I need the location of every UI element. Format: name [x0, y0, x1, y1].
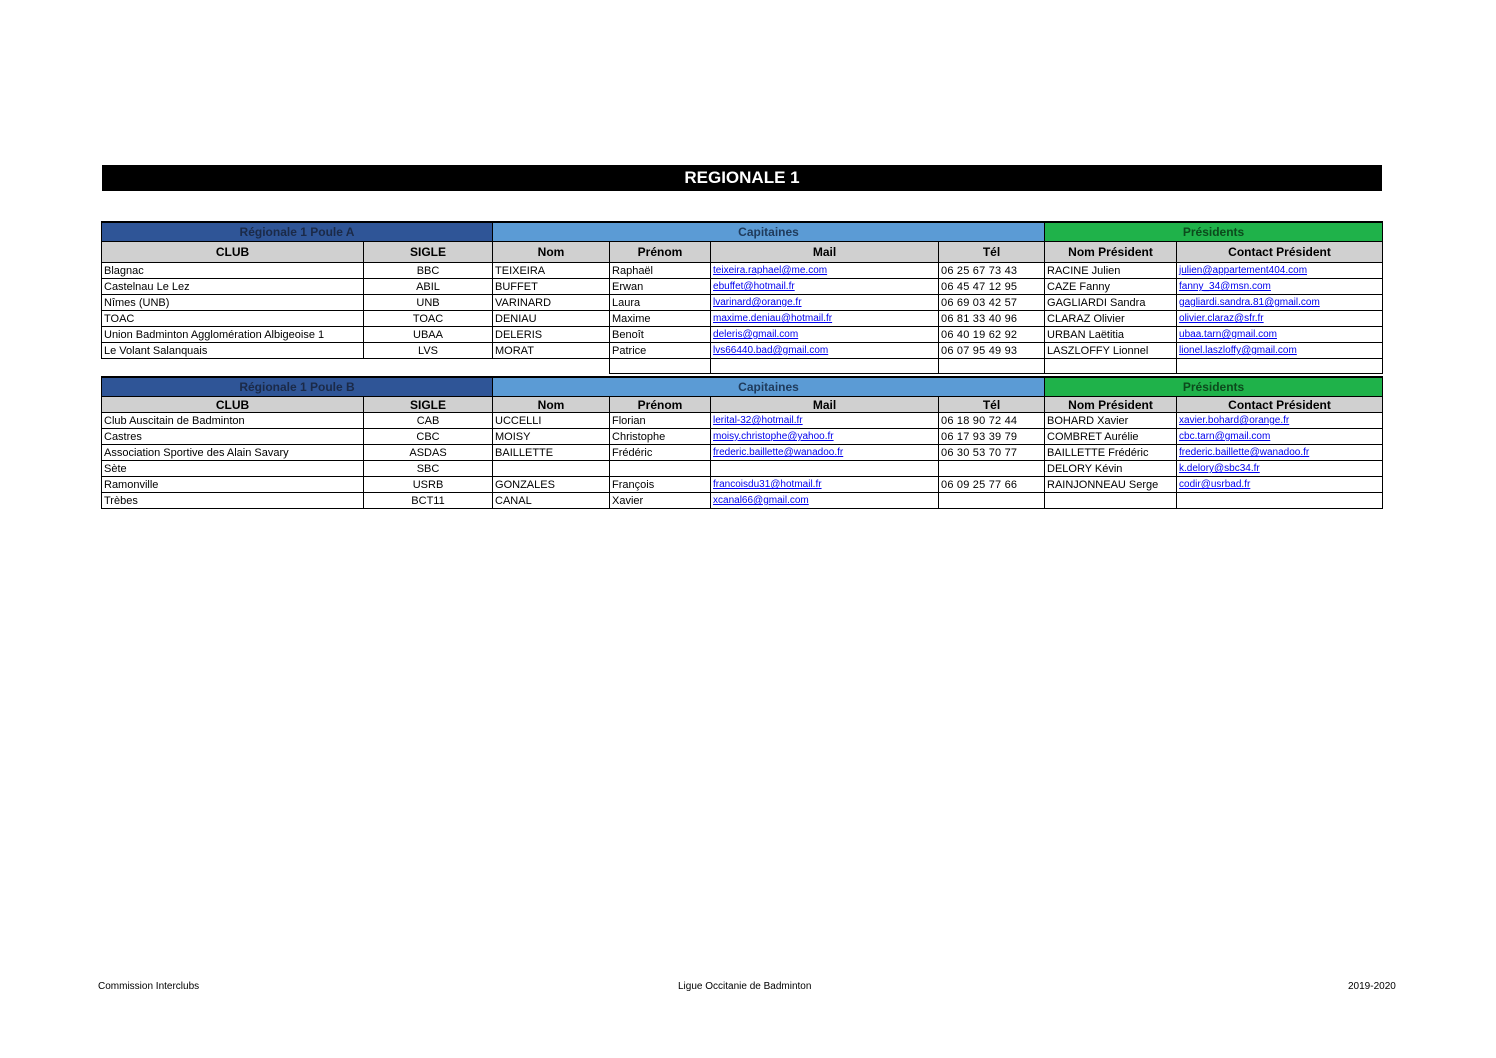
cell-sigle: CBC: [364, 429, 493, 445]
captain-email-link[interactable]: deleris@gmail.com: [713, 329, 799, 340]
cell-club: Castres: [102, 429, 364, 445]
column-header-prenom: Prénom: [610, 242, 711, 263]
column-header-tel: Tél: [939, 397, 1045, 413]
captain-email-link[interactable]: teixeira.raphael@me.com: [713, 265, 828, 276]
column-header-nom-president: Nom Président: [1045, 242, 1177, 263]
cell-prenom: Maxime: [610, 311, 711, 327]
cell-sigle: CAB: [364, 413, 493, 429]
cell-prenom: Xavier: [610, 493, 711, 509]
cell-club: Blagnac: [102, 263, 364, 279]
cell-contact-president: [1177, 343, 1383, 359]
column-header-prenom: Prénom: [610, 397, 711, 413]
cell-club: Nîmes (UNB): [102, 295, 364, 311]
column-header-tel: Tél: [939, 242, 1045, 263]
cell-tel: 06 30 53 70 77: [939, 445, 1045, 461]
cell-nom: GONZALES: [493, 477, 610, 493]
column-header-nom-president: Nom Président: [1045, 397, 1177, 413]
cell-nom: CANAL: [493, 493, 610, 509]
cell-sigle: BBC: [364, 263, 493, 279]
cell-sigle: ABIL: [364, 279, 493, 295]
cell-nom: VARINARD: [493, 295, 610, 311]
cell-mail: [711, 343, 939, 359]
cell-club: Sète: [102, 461, 364, 477]
cell-nom-president: DELORY Kévin: [1045, 461, 1177, 477]
table-row: [102, 263, 1383, 279]
cell-tel: 06 09 25 77 66: [939, 477, 1045, 493]
cell-mail: [711, 445, 939, 461]
poule-b-header: Régionale 1 Poule B: [102, 377, 493, 397]
cell-contact-president: [1177, 461, 1383, 477]
table-row: [102, 295, 1383, 311]
president-email-link[interactable]: olivier.claraz@sfr.fr: [1179, 313, 1264, 324]
captain-email-link[interactable]: frederic.baillette@wanadoo.fr: [713, 447, 844, 458]
cell-mail: [711, 461, 939, 477]
cell-contact-president: [1177, 263, 1383, 279]
cell-sigle: LVS: [364, 343, 493, 359]
cell-nom-president: GAGLIARDI Sandra: [1045, 295, 1177, 311]
cell-sigle: UBAA: [364, 327, 493, 343]
cell-contact-president: [1177, 429, 1383, 445]
cell-nom: TEIXEIRA: [493, 263, 610, 279]
cell-prenom: Christophe: [610, 429, 711, 445]
president-email-link[interactable]: julien@appartement404.com: [1179, 265, 1308, 276]
table-row: [102, 477, 1383, 493]
cell-club: Association Sportive des Alain Savary: [102, 445, 364, 461]
cell-nom-president: RACINE Julien: [1045, 263, 1177, 279]
cell-nom: DENIAU: [493, 311, 610, 327]
column-header-sigle: SIGLE: [364, 242, 493, 263]
president-email-link[interactable]: codir@usrbad.fr: [1179, 479, 1251, 490]
cell-mail: [711, 327, 939, 343]
cell-nom-president: URBAN Laëtitia: [1045, 327, 1177, 343]
presidents-header: Présidents: [1045, 377, 1383, 397]
table-row: [102, 493, 1383, 509]
cell-tel: 06 25 67 73 43: [939, 263, 1045, 279]
poule-a-header: Régionale 1 Poule A: [102, 222, 493, 242]
captain-email-link[interactable]: francoisdu31@hotmail.fr: [713, 479, 822, 490]
cell-prenom: Benoît: [610, 327, 711, 343]
cell-sigle: UNB: [364, 295, 493, 311]
cell-contact-president: [1177, 493, 1383, 509]
cell-mail: [711, 429, 939, 445]
cell-nom-president: [1045, 493, 1177, 509]
cell-contact-president: [1177, 477, 1383, 493]
president-email-link[interactable]: gagliardi.sandra.81@gmail.com: [1179, 297, 1320, 308]
cell-tel: [939, 461, 1045, 477]
cell-prenom: Frédéric: [610, 445, 711, 461]
cell-tel: 06 81 33 40 96: [939, 311, 1045, 327]
cell-tel: 06 40 19 62 92: [939, 327, 1045, 343]
cell-contact-president: [1177, 445, 1383, 461]
cell-tel: [939, 493, 1045, 509]
cell-sigle: USRB: [364, 477, 493, 493]
cell-club: TOAC: [102, 311, 364, 327]
poule-b-table: [101, 376, 1383, 509]
capitaines-header: Capitaines: [493, 222, 1045, 242]
table-row: [102, 461, 1383, 477]
page-title: REGIONALE 1: [102, 165, 1382, 191]
column-header-club: CLUB: [102, 397, 364, 413]
column-header-club: CLUB: [102, 242, 364, 263]
cell-nom: BAILLETTE: [493, 445, 610, 461]
cell-club: Ramonville: [102, 477, 364, 493]
captain-email-link[interactable]: maxime.deniau@hotmail.fr: [713, 313, 833, 324]
cell-nom: MORAT: [493, 343, 610, 359]
president-email-link[interactable]: cbc.tarn@gmail.com: [1179, 431, 1271, 442]
cell-tel: 06 18 90 72 44: [939, 413, 1045, 429]
footer-season: 2019-2020: [1348, 981, 1396, 992]
cell-nom: MOISY: [493, 429, 610, 445]
captain-email-link[interactable]: lerital-32@hotmail.fr: [713, 415, 803, 426]
president-email-link[interactable]: fanny_34@msn.com: [1179, 281, 1271, 292]
column-header-nom: Nom: [493, 242, 610, 263]
cell-nom-president: CLARAZ Olivier: [1045, 311, 1177, 327]
cell-mail: [711, 263, 939, 279]
column-header-contact-president: Contact Président: [1177, 397, 1383, 413]
cell-tel: 06 17 93 39 79: [939, 429, 1045, 445]
captain-email-link[interactable]: xcanal66@gmail.com: [713, 495, 809, 506]
cell-prenom: Erwan: [610, 279, 711, 295]
cell-club: Union Badminton Agglomération Albigeoise 1: [102, 327, 364, 343]
poule-a-table: [101, 221, 1383, 374]
cell-mail: [711, 311, 939, 327]
cell-mail: [711, 493, 939, 509]
captain-email-link[interactable]: moisy.christophe@yahoo.fr: [713, 431, 834, 442]
footer-ligue: Ligue Occitanie de Badminton: [678, 981, 812, 992]
cell-nom: UCCELLI: [493, 413, 610, 429]
president-email-link[interactable]: k.delory@sbc34.fr: [1179, 463, 1260, 474]
president-email-link[interactable]: xavier.bohard@orange.fr: [1179, 415, 1290, 426]
cell-tel: 06 07 95 49 93: [939, 343, 1045, 359]
captain-email-link[interactable]: ebuffet@hotmail.fr: [713, 281, 795, 292]
cell-club: Le Volant Salanquais: [102, 343, 364, 359]
cell-sigle: SBC: [364, 461, 493, 477]
cell-sigle: ASDAS: [364, 445, 493, 461]
table-row: [102, 279, 1383, 295]
cell-mail: [711, 295, 939, 311]
cell-nom: [493, 461, 610, 477]
column-header-contact-president: Contact Président: [1177, 242, 1383, 263]
presidents-header: Présidents: [1045, 222, 1383, 242]
cell-contact-president: [1177, 311, 1383, 327]
president-email-link[interactable]: frederic.baillette@wanadoo.fr: [1179, 447, 1310, 458]
cell-mail: [711, 477, 939, 493]
president-email-link[interactable]: ubaa.tarn@gmail.com: [1179, 329, 1277, 340]
president-email-link[interactable]: lionel.laszloffy@gmail.com: [1179, 345, 1297, 356]
table-row: [102, 429, 1383, 445]
cell-tel: 06 69 03 42 57: [939, 295, 1045, 311]
cell-contact-president: [1177, 327, 1383, 343]
cell-nom-president: BOHARD Xavier: [1045, 413, 1177, 429]
cell-club: Club Auscitain de Badminton: [102, 413, 364, 429]
column-header-nom: Nom: [493, 397, 610, 413]
table-row: [102, 343, 1383, 359]
footer-commission: Commission Interclubs: [98, 981, 200, 992]
captain-email-link[interactable]: lvarinard@orange.fr: [713, 297, 802, 308]
cell-nom-president: LASZLOFFY Lionnel: [1045, 343, 1177, 359]
cell-nom-president: RAINJONNEAU Serge: [1045, 477, 1177, 493]
cell-nom-president: CAZE Fanny: [1045, 279, 1177, 295]
table-row: [102, 327, 1383, 343]
captain-email-link[interactable]: lvs66440.bad@gmail.com: [713, 345, 829, 356]
cell-prenom: [610, 461, 711, 477]
cell-mail: [711, 279, 939, 295]
cell-prenom: François: [610, 477, 711, 493]
table-row: [102, 445, 1383, 461]
table-row: [102, 311, 1383, 327]
cell-nom-president: BAILLETTE Frédéric: [1045, 445, 1177, 461]
capitaines-header: Capitaines: [493, 377, 1045, 397]
column-header-mail: Mail: [711, 242, 939, 263]
cell-prenom: Patrice: [610, 343, 711, 359]
cell-nom: BUFFET: [493, 279, 610, 295]
cell-club: Trèbes: [102, 493, 364, 509]
cell-sigle: TOAC: [364, 311, 493, 327]
cell-prenom: Raphaël: [610, 263, 711, 279]
cell-mail: [711, 413, 939, 429]
cell-contact-president: [1177, 295, 1383, 311]
column-header-sigle: SIGLE: [364, 397, 493, 413]
cell-prenom: Florian: [610, 413, 711, 429]
cell-contact-president: [1177, 413, 1383, 429]
table-row: [102, 413, 1383, 429]
cell-prenom: Laura: [610, 295, 711, 311]
cell-club: Castelnau Le Lez: [102, 279, 364, 295]
column-header-mail: Mail: [711, 397, 939, 413]
cell-nom: DELERIS: [493, 327, 610, 343]
cell-contact-president: [1177, 279, 1383, 295]
cell-tel: 06 45 47 12 95: [939, 279, 1045, 295]
cell-sigle: BCT11: [364, 493, 493, 509]
cell-nom-president: COMBRET Aurélie: [1045, 429, 1177, 445]
